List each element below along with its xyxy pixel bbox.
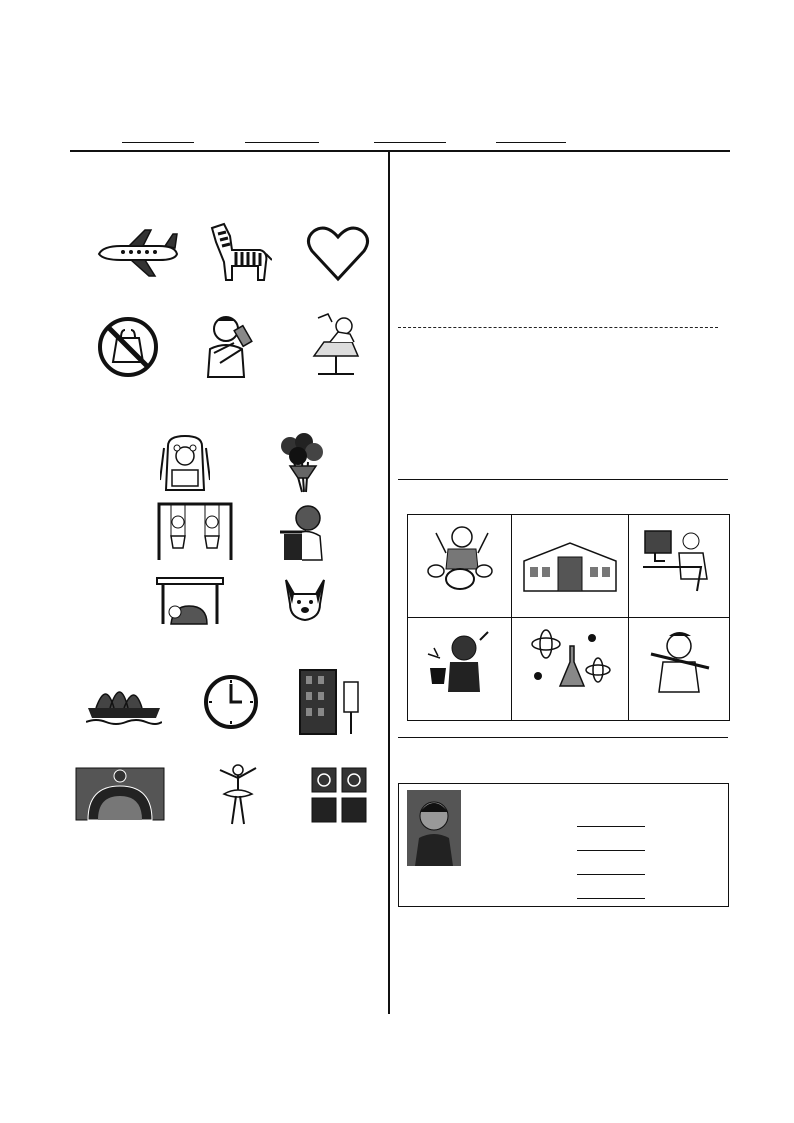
job-value	[575, 840, 645, 855]
airplane-icon	[93, 226, 181, 278]
heart-icon	[306, 225, 370, 283]
column-divider	[388, 152, 390, 1014]
opera-house-icon	[86, 674, 162, 726]
age-value	[575, 816, 645, 831]
grid-cell-25	[629, 515, 729, 618]
clock-icon	[202, 674, 260, 730]
boy-drinking-icon	[200, 313, 266, 379]
dog-icon	[280, 574, 330, 626]
backpack-icon	[160, 432, 210, 494]
dialog-separator	[398, 327, 718, 328]
ballet-dancer-icon	[212, 762, 264, 826]
school-field	[120, 128, 194, 143]
sports-value	[575, 888, 645, 903]
header-rule	[70, 150, 730, 152]
cat-under-table-icon	[155, 574, 225, 626]
grid-cell-23	[408, 515, 512, 618]
grid-cell-28	[629, 618, 729, 720]
grid-cell-27	[512, 618, 629, 720]
flowers-icon	[276, 432, 326, 494]
section-5-6-rule	[398, 479, 728, 480]
profile-card	[398, 783, 729, 907]
section-6-7-rule	[398, 737, 728, 738]
computer-user-icon	[641, 525, 717, 593]
portrait-photo	[407, 790, 461, 866]
flute-player-icon	[645, 628, 715, 694]
country-value	[575, 864, 645, 879]
school-building-icon	[522, 533, 618, 593]
class-field	[243, 128, 319, 143]
earth-day-icon	[74, 766, 166, 822]
recycling-bins-icon	[308, 764, 370, 824]
no-plastic-bag-icon	[97, 316, 159, 378]
grid-cell-26	[408, 618, 512, 720]
picture-order-grid	[407, 514, 730, 721]
grid-cell-24	[512, 515, 629, 618]
science-icon	[526, 626, 614, 696]
drummer-icon	[426, 523, 494, 593]
dentist-icon	[308, 312, 364, 378]
magician-icon	[276, 502, 328, 564]
name-field	[372, 128, 446, 143]
cinema-building-icon	[296, 666, 362, 736]
grade-field	[494, 128, 566, 143]
swing-icon	[155, 500, 235, 562]
zebra-icon	[202, 222, 272, 284]
magic-show-icon	[426, 628, 494, 696]
